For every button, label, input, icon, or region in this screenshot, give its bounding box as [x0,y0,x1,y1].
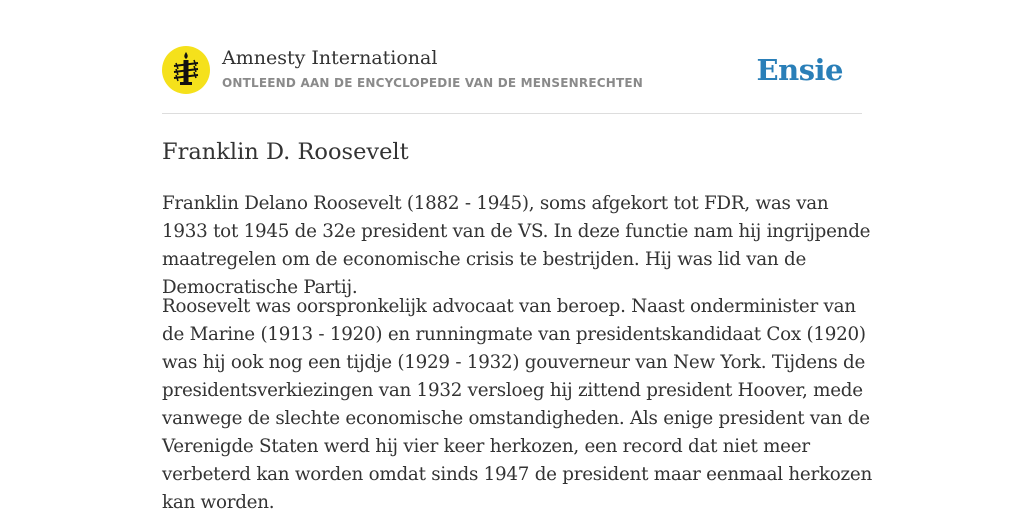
article-paragraph-1: Franklin Delano Roosevelt (1882 - 1945), soms afgekort tot FDR, was van 1933 tot 1945 de 32e president van de VS. In deze functie nam hij ingrijpende maatregelen om de economische crisis te bestrijden. Hij was lid van de Democratische Partij. [162,193,871,298]
article-title: Franklin D. Roosevelt [162,139,409,165]
amnesty-candle-icon[interactable] [162,46,210,94]
source-subtitle: ONTLEEND AAN DE ENCYCLOPEDIE VAN DE MENSENRECHTEN [222,76,644,90]
org-name[interactable]: Amnesty International [222,47,438,69]
site-logo[interactable]: Ensie [756,53,843,87]
header [162,46,862,96]
article-paragraph-2: Roosevelt was oorspronkelijk advocaat van beroep. Naast onderminister van de Marine (1913 - 1920) en runningmate van presidentskandidaat Cox (1920) was hij ook nog een tijdje (1929 - 1932) gouverneur van New York. Tijdens de presidentsverkiezingen van 1932 versloeg hij zittend president Hoover, mede vanwege de slechte economische omstandigheden. Als enige president van de Verenigde Staten werd hij vier keer herkozen, een record dat niet meer verbeterd kan worden omdat sinds 1947 de president maar eenmaal herkozen kan worden. [162,296,873,513]
header-divider [162,113,862,114]
